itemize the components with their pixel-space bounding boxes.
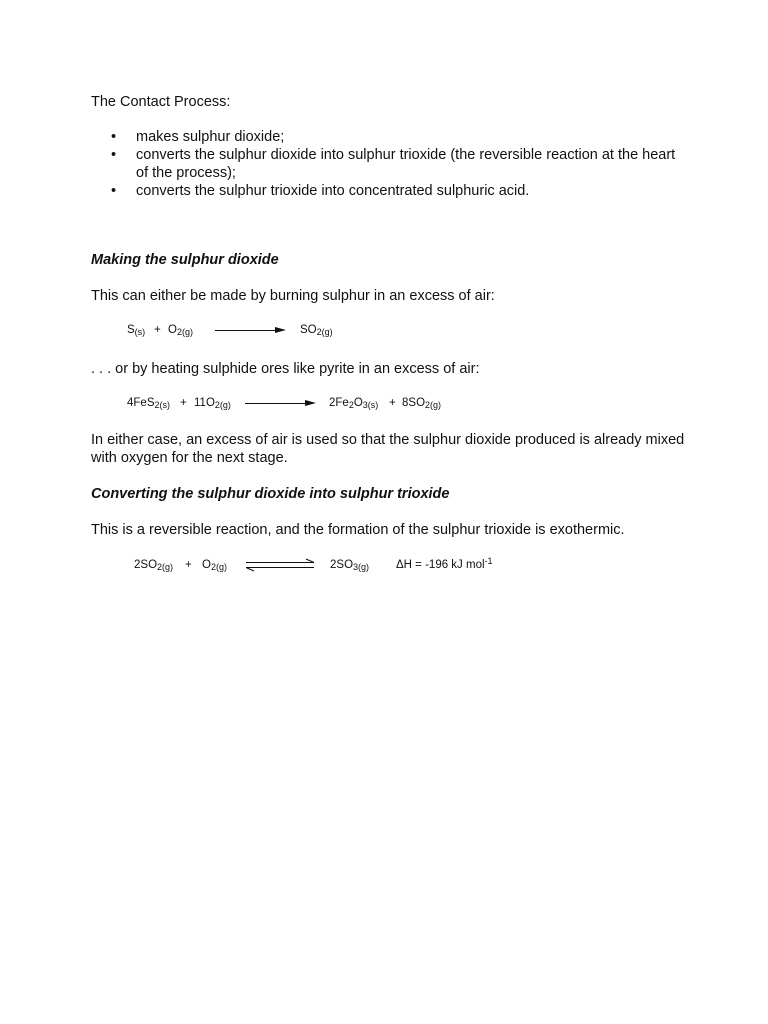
intro-bullet-list — [91, 128, 691, 200]
reaction-arrow-icon — [215, 330, 275, 331]
equation-term: $SO_{2(g)}$ — [300, 324, 333, 337]
equation-term: $O_{2(g)}$ — [168, 324, 193, 337]
equation-plus: + — [180, 397, 187, 409]
equation-term: $O_{2(g)}$ — [202, 559, 227, 572]
paragraph: In either case, an excess of air is used so that the sulphur dioxide produced is already mixed with oxygen for the next stage. — [91, 432, 685, 466]
section-heading-making-sulphur-dioxide: Making the sulphur dioxide — [91, 252, 279, 268]
intro-heading: The Contact Process: — [91, 94, 231, 110]
enthalpy-change: ΔH = -196 kJ mol$^{-1}$ — [396, 556, 493, 571]
arrow-head-icon — [305, 400, 316, 406]
equation-term: $11O_{2(g)}$ — [194, 397, 231, 410]
equation-term: $2SO_{2(g)}$ — [134, 559, 174, 572]
equation-term: 4FeS$_{2(s)}$ — [127, 397, 170, 410]
arrow-head-icon — [275, 327, 286, 333]
equation-term: $S_{(s)}$ — [127, 324, 146, 337]
equation-term: $2SO_{3(g)}$ — [330, 559, 370, 572]
equation-plus: + — [389, 397, 396, 409]
reaction-arrow-icon — [245, 403, 305, 404]
section-heading-converting-sulphur-dioxide: Converting the sulphur dioxide into sulphur trioxide — [91, 486, 450, 502]
equation-plus: + — [185, 559, 192, 571]
list-item: • converts the sulphur trioxide into concentrated sulphuric acid. — [91, 182, 691, 200]
paragraph: This can either be made by burning sulphur in an excess of air: — [91, 288, 495, 304]
equilibrium-arrows-icon — [244, 558, 316, 572]
list-item: • makes sulphur dioxide; — [91, 128, 691, 146]
equation-plus: + — [154, 324, 161, 336]
equation-term: $8SO_{2(g)}$ — [402, 397, 442, 410]
list-item: • converts the sulphur dioxide into sulphur trioxide (the reversible reaction at the heart of the process); — [91, 146, 691, 182]
paragraph: . . . or by heating sulphide ores like pyrite in an excess of air: — [91, 361, 480, 377]
paragraph: This is a reversible reaction, and the formation of the sulphur trioxide is exothermic. — [91, 522, 625, 538]
equation-term: $2Fe_2O_{3(s)}$ — [329, 397, 379, 410]
